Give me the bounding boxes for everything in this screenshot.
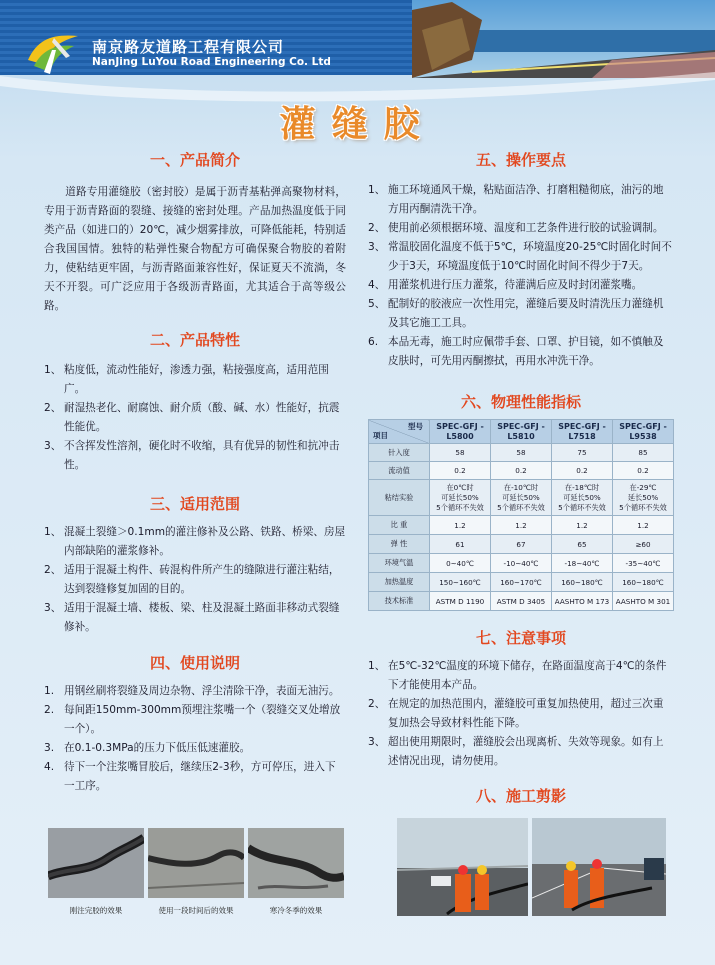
table-header-model: SPEC-GFJ -L9538 xyxy=(613,420,674,444)
section-heading-features: 二、产品特性 xyxy=(149,331,240,349)
list-item: 3、 常温胶固化温度不低于5℃，环境温度20-25℃时固化时间不少于3天，环境温度低于10℃时固化时间不得少于7天。 xyxy=(368,241,672,272)
table-row: 技术标准 ASTM D 1190 ASTM D 3405 AASHTO M 173 AASHTO M 301 xyxy=(369,592,674,611)
section-heading-intro: 一、产品简介 xyxy=(149,151,240,169)
section-heading-notes: 七、注意事项 xyxy=(475,629,566,647)
list-item: 4. 待下一个注浆嘴冒胶后，继续压2-3秒，方可停压，进入下一工序。 xyxy=(44,761,336,792)
table-header-model: SPEC-GFJ -L5800 xyxy=(430,420,491,444)
list-item: 3、 适用于混凝土墙、楼板、梁、柱及混凝土路面非移动式裂缝修补。 xyxy=(44,602,340,633)
construction-photo-1 xyxy=(397,818,528,916)
list-item: 1、 粘度低，流动性能好，渗透力强，粘接强度高，适用范围广。 xyxy=(44,364,329,395)
features-list xyxy=(44,361,346,475)
table-header-model: SPEC-GFJ -L5810 xyxy=(491,420,552,444)
right-column xyxy=(368,145,674,807)
usage-list xyxy=(44,682,346,796)
intro-text: 道路专用灌缝胶（密封胶）是属于沥青基粘弹高聚物材料，专用于沥青路面的裂缝、接缝的密封处理。产品加热温度低于同类产品（如进口的）20℃，减少烟雾排放，可降低能耗，特别适合我国国情。独特的粘弹性聚合物配方可确保聚合物胶的着附力，使粘结更牢固，与沥青路面兼容性好，保证夏天不流淌，冬天不开裂。可广泛应用于各级沥青路面，尤其适合于高等级公路。 xyxy=(44,186,346,312)
section-heading-physical: 六、物理性能指标 xyxy=(460,393,581,411)
company-name-cn: 南京路友道路工程有限公司 xyxy=(92,38,285,56)
list-item: 3、 不含挥发性溶剂，硬化时不收缩，具有优异的韧性和抗冲击性。 xyxy=(44,440,340,471)
list-item: 2、 适用于混凝土构件、砖混构件所产生的缝隙进行灌注粘结，达到裂缝修复加固的目的。 xyxy=(44,564,340,595)
section-heading-operation: 五、操作要点 xyxy=(475,151,566,169)
list-item: 1. 用钢丝刷将裂缝及周边杂物、浮尘清除干净，表面无油污。 xyxy=(44,685,340,697)
company-name-en: NanJing LuYou Road Engineering Co. Ltd xyxy=(92,56,331,68)
list-item: 3、 超出使用期限时，灌缝胶会出现离析、失效等现象。如有上述情况出现，请勿使用。 xyxy=(368,736,664,767)
table-row: 针入度 58 58 75 85 xyxy=(369,444,674,462)
section-heading-usage: 四、使用说明 xyxy=(149,654,240,672)
list-item: 5、 配制好的胶液应一次性用完，灌缝后要及时清洗压力灌缝机及其它施工工具。 xyxy=(368,298,664,329)
operation-list xyxy=(368,181,674,371)
caption-fresh: 刚注完胶的效果 xyxy=(69,906,123,915)
section-heading-photos: 八、施工剪影 xyxy=(475,787,566,805)
crack-photo-used xyxy=(148,828,244,898)
list-item: 1、 在5℃-32℃温度的环境下储存，在路面温度高于4℃的条件下才能使用本产品。 xyxy=(368,660,667,691)
construction-photo-2 xyxy=(532,818,666,916)
table-header-model: SPEC-GFJ -L7518 xyxy=(552,420,613,444)
table-row: 流动值 0.2 0.2 0.2 0.2 xyxy=(369,462,674,480)
company-logo xyxy=(24,30,82,76)
caption-winter: 寒冷冬季的效果 xyxy=(269,906,323,915)
crack-photo-fresh xyxy=(48,828,144,898)
list-item: 1、 混凝土裂缝＞0.1mm的灌注修补及公路、铁路、桥梁、房屋内部缺陷的灌浆修补。 xyxy=(44,526,346,557)
coastal-road-photo xyxy=(412,0,715,78)
list-item: 4、 用灌浆机进行压力灌浆，待灌满后应及时封闭灌浆嘴。 xyxy=(368,279,643,291)
notes-list xyxy=(368,657,674,771)
table-row: 粘结实验 在0℃时 可延长50% 5个循环不失效 在-10℃时 可延长50% 5个循环不失效 在-18℃时 可延长50% 5个循环不失效 在-29℃ 延长50% 5个循环不失效 xyxy=(369,480,674,516)
list-item: 2、 使用前必须根据环境、温度和工艺条件进行胶的试验调制。 xyxy=(368,222,664,234)
caption-used: 使用一段时间后的效果 xyxy=(158,906,234,915)
list-item: 2、 在规定的加热范围内，灌缝胶可重复加热使用，超过三次重复加热会导致材料性能下降。 xyxy=(368,698,664,729)
physical-properties-table xyxy=(368,419,674,611)
scope-list xyxy=(44,523,346,637)
list-item: 2. 每间距150mm-300mm预埋注浆嘴一个（裂缝交叉处增放一个）。 xyxy=(44,704,341,735)
table-row: 比 重 1.2 1.2 1.2 1.2 xyxy=(369,516,674,535)
list-item: 1、 施工环境通风干燥，粘贴面洁净、打磨粗糙彻底，油污的地方用丙酮清洗干净。 xyxy=(368,184,664,215)
section-heading-scope: 三、适用范围 xyxy=(149,495,240,513)
crack-photo-winter xyxy=(248,828,344,898)
page-title: 灌缝胶 xyxy=(279,104,436,145)
table-row: 环境气温 0~40℃ -10~40℃ -18~40℃ -35~40℃ xyxy=(369,554,674,573)
left-column xyxy=(44,145,346,796)
table-corner-cell: 型号 项目 xyxy=(369,420,430,444)
table-row: 加热温度 150~160℃ 160~170℃ 160~180℃ 160~180℃ xyxy=(369,573,674,592)
list-item: 6. 本品无毒，施工时应佩带手套、口罩、护目镜，如不慎触及皮肤时，可先用丙酮擦拭，再用水冲洗干净。 xyxy=(368,336,664,367)
list-item: 3. 在0.1-0.3MPa的压力下低压低速灌胶。 xyxy=(44,742,251,754)
list-item: 2、 耐湿热老化、耐腐蚀、耐介质（酸、碱、水）性能好，抗震性能优。 xyxy=(44,402,340,433)
table-row: 弹 性 61 67 65 ≥60 xyxy=(369,535,674,554)
